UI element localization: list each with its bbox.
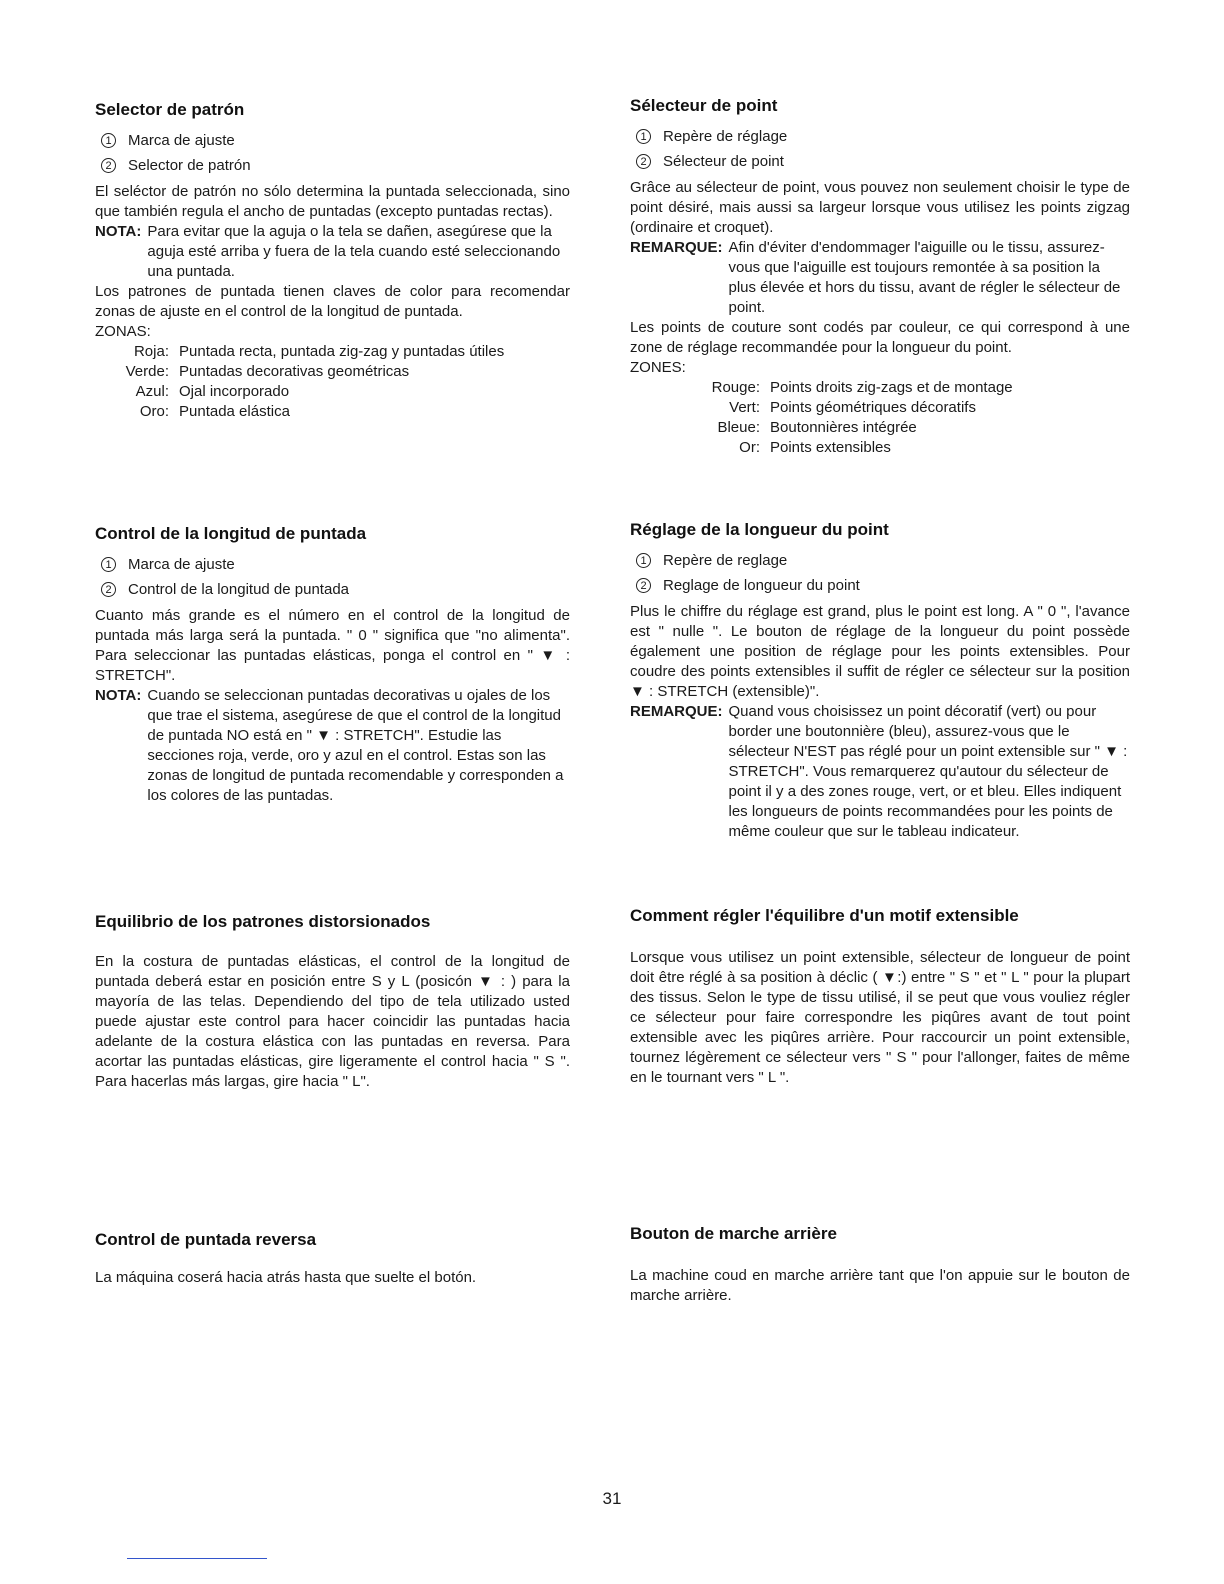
section-title: Control de puntada reversa — [95, 1230, 317, 1249]
callout-number: 1 — [636, 553, 651, 568]
section-title: Equilibrio de los patrones distorsionados — [95, 912, 431, 931]
zones: ZONES: Rouge: Points droits zig-zags et de montage Vert: Points géométriques décoratifs Bleue: Boutonnières intégrée Or: Points extensibles — [630, 358, 1130, 458]
footer-rule — [127, 1558, 267, 1559]
callout-2: 2 Control de la longitud de puntada — [101, 581, 570, 598]
paragraph: Los patrones de puntada tienen claves de color para recomendar zonas de ajuste en el control de la longitud de puntada. — [95, 283, 570, 320]
paragraph: Grâce au sélecteur de point, vous pouvez non seulement choisir le type de point désiré, mais aussi sa largeur lorsque vous utilisez les points zigzag (ordinaire et croquet). — [630, 179, 1130, 236]
paragraph: En la costura de puntadas elásticas, el control de la longitud de puntada deberá estar en posición entre S y L (posicón ▼ : ) para la mayoría de las telas. Dependiendo del tipo de tela utilizado usted puede ajustar este control para hacer coincidir las puntadas hacia adelante de la costura elástica con las puntadas en reversa. Para acortar las puntadas elásticas, gire ligeramente el control hacia " S ". Para hacerlas más largas, gire hacia " L". — [95, 953, 570, 1090]
zones: ZONAS: Roja: Puntada recta, puntada zig-zag y puntadas útiles Verde: Puntadas decorativas geométricas Azul: Ojal incorporado Oro: Puntada elástica — [95, 322, 570, 422]
section-equilibrio — [95, 912, 570, 1092]
section-title: Selector de patrón — [95, 100, 245, 119]
section-equilibre-motif — [630, 906, 1130, 1088]
callout-number: 2 — [636, 578, 651, 593]
section-title: Réglage de la longueur du point — [630, 520, 889, 539]
callout-2: 2 Reglage de longueur du point — [636, 577, 1130, 594]
section-title: Control de la longitud de puntada — [95, 524, 367, 543]
callout-1: 1 Repère de reglage — [636, 552, 1130, 569]
callout-number: 2 — [101, 158, 116, 173]
paragraph: El seléctor de patrón no sólo determina la puntada seleccionada, sino que también regula el ancho de puntadas (excepto puntadas rectas). — [95, 183, 570, 220]
callout-1: 1 Marca de ajuste — [101, 556, 570, 573]
zone-row: Bleue: Boutonnières intégrée — [717, 419, 917, 436]
section-reglage-longueur — [630, 520, 1130, 842]
zone-row: Oro: Puntada elástica — [139, 403, 290, 420]
callout-2: 2 Selector de patrón — [101, 157, 570, 174]
callout-number: 1 — [101, 133, 116, 148]
note: REMARQUE: Quand vous choisissez un point décoratif (vert) ou pour border une boutonnière (bleu), assurez-vous que le sélecteur N'EST pas réglé pour un point extensible sur " ▼ : STRETCH". Vous remarquerez qu'autour du sélecteur de point il y a des zones rouge, vert, or et bleu. Elles indiquent les longueurs de points recommandées pour les points de même couleur que sur le tableau indicateur. — [630, 703, 1128, 840]
callout-1: 1 Repère de réglage — [636, 128, 1130, 145]
callout-1: 1 Marca de ajuste — [101, 132, 570, 149]
paragraph: Les points de couture sont codés par couleur, ce qui correspond à une zone de réglage recommandée pour la longueur du point. — [630, 319, 1130, 356]
callout-2: 2 Sélecteur de point — [636, 153, 1130, 170]
callout-number: 2 — [101, 582, 116, 597]
section-title: Sélecteur de point — [630, 96, 778, 115]
section-selector-de-patron — [95, 100, 570, 422]
zone-row: Rouge: Points droits zig-zags et de montage — [711, 379, 1013, 396]
callout-number: 2 — [636, 154, 651, 169]
zone-row: Roja: Puntada recta, puntada zig-zag y puntadas útiles — [133, 343, 505, 360]
paragraph: La máquina coserá hacia atrás hasta que suelte el botón. — [95, 1269, 477, 1286]
zone-row: Verde: Puntadas decorativas geométricas — [125, 363, 410, 380]
section-marche-arriere — [630, 1224, 1130, 1306]
paragraph: Lorsque vous utilisez un point extensible, sélecteur de longueur de point doit être réglé à sa position à déclic ( ▼:) entre " S " et " L " pour la plupart des tissus. Selon le type de tissu utilisé, il se peut que vous vouliez régler ce sélecteur pour faire correspondre les piqûres avant de tout point extensible avec les piqûres arrière. Pour raccourcir un point extensible, tournez légèrement ce sélecteur vers " S " pour l'allonger, faites de même en le tournant vers " L ". — [630, 949, 1130, 1086]
section-control-longitud — [95, 524, 570, 806]
section-puntada-reversa — [95, 1230, 570, 1288]
section-title: Bouton de marche arrière — [630, 1224, 837, 1243]
section-title: Comment régler l'équilibre d'un motif extensible — [630, 906, 1019, 925]
paragraph: La machine coud en marche arrière tant que l'on appuie sur le bouton de marche arrière. — [630, 1267, 1130, 1304]
zone-row: Vert: Points géométriques décoratifs — [729, 399, 976, 416]
section-selecteur-de-point — [630, 96, 1130, 458]
zone-row: Or: Points extensibles — [739, 439, 891, 456]
zone-row: Azul: Ojal incorporado — [135, 383, 290, 400]
note: NOTA: Para evitar que la aguja o la tela se dañen, asegúrese que la aguja esté arriba y fuera de la tela cuando esté seleccionando una puntada. — [95, 223, 561, 280]
callout-number: 1 — [101, 557, 116, 572]
note: REMARQUE: Afin d'éviter d'endommager l'aiguille ou le tissu, assurez-vous que l'aiguille est toujours remontée à sa position la plus élevée et hors du tissu, avant de régler le sélecteur de point. — [630, 239, 1121, 316]
paragraph: Plus le chiffre du réglage est grand, plus le point est long. A " 0 ", l'avance est " nulle ". Le bouton de réglage de la longueur du point possède également une position de réglage pour les points extensibles. Pour coudre des points extensibles il suffit de régler ce sélecteur sur la position ▼ : STRETCH (extensible)". — [630, 603, 1130, 700]
note: NOTA: Cuando se seleccionan puntadas decorativas u ojales de los que trae el sistema, asegúrese de que el control de la longitud de puntada NO está en " ▼ : STRETCH". Estudie las secciones roja, verde, oro y azul en el control. Estas son las zonas de longitud de puntada recomendable y corresponden a los colores de las puntadas. — [95, 687, 564, 804]
page-number: 31 — [602, 1489, 622, 1508]
paragraph: Cuanto más grande es el número en el control de la longitud de puntada más larga será la puntada. " 0 " significa que "no alimenta". Para seleccionar las puntadas elásticas, ponga el control en " ▼ : STRETCH". — [95, 607, 570, 684]
callout-number: 1 — [636, 129, 651, 144]
